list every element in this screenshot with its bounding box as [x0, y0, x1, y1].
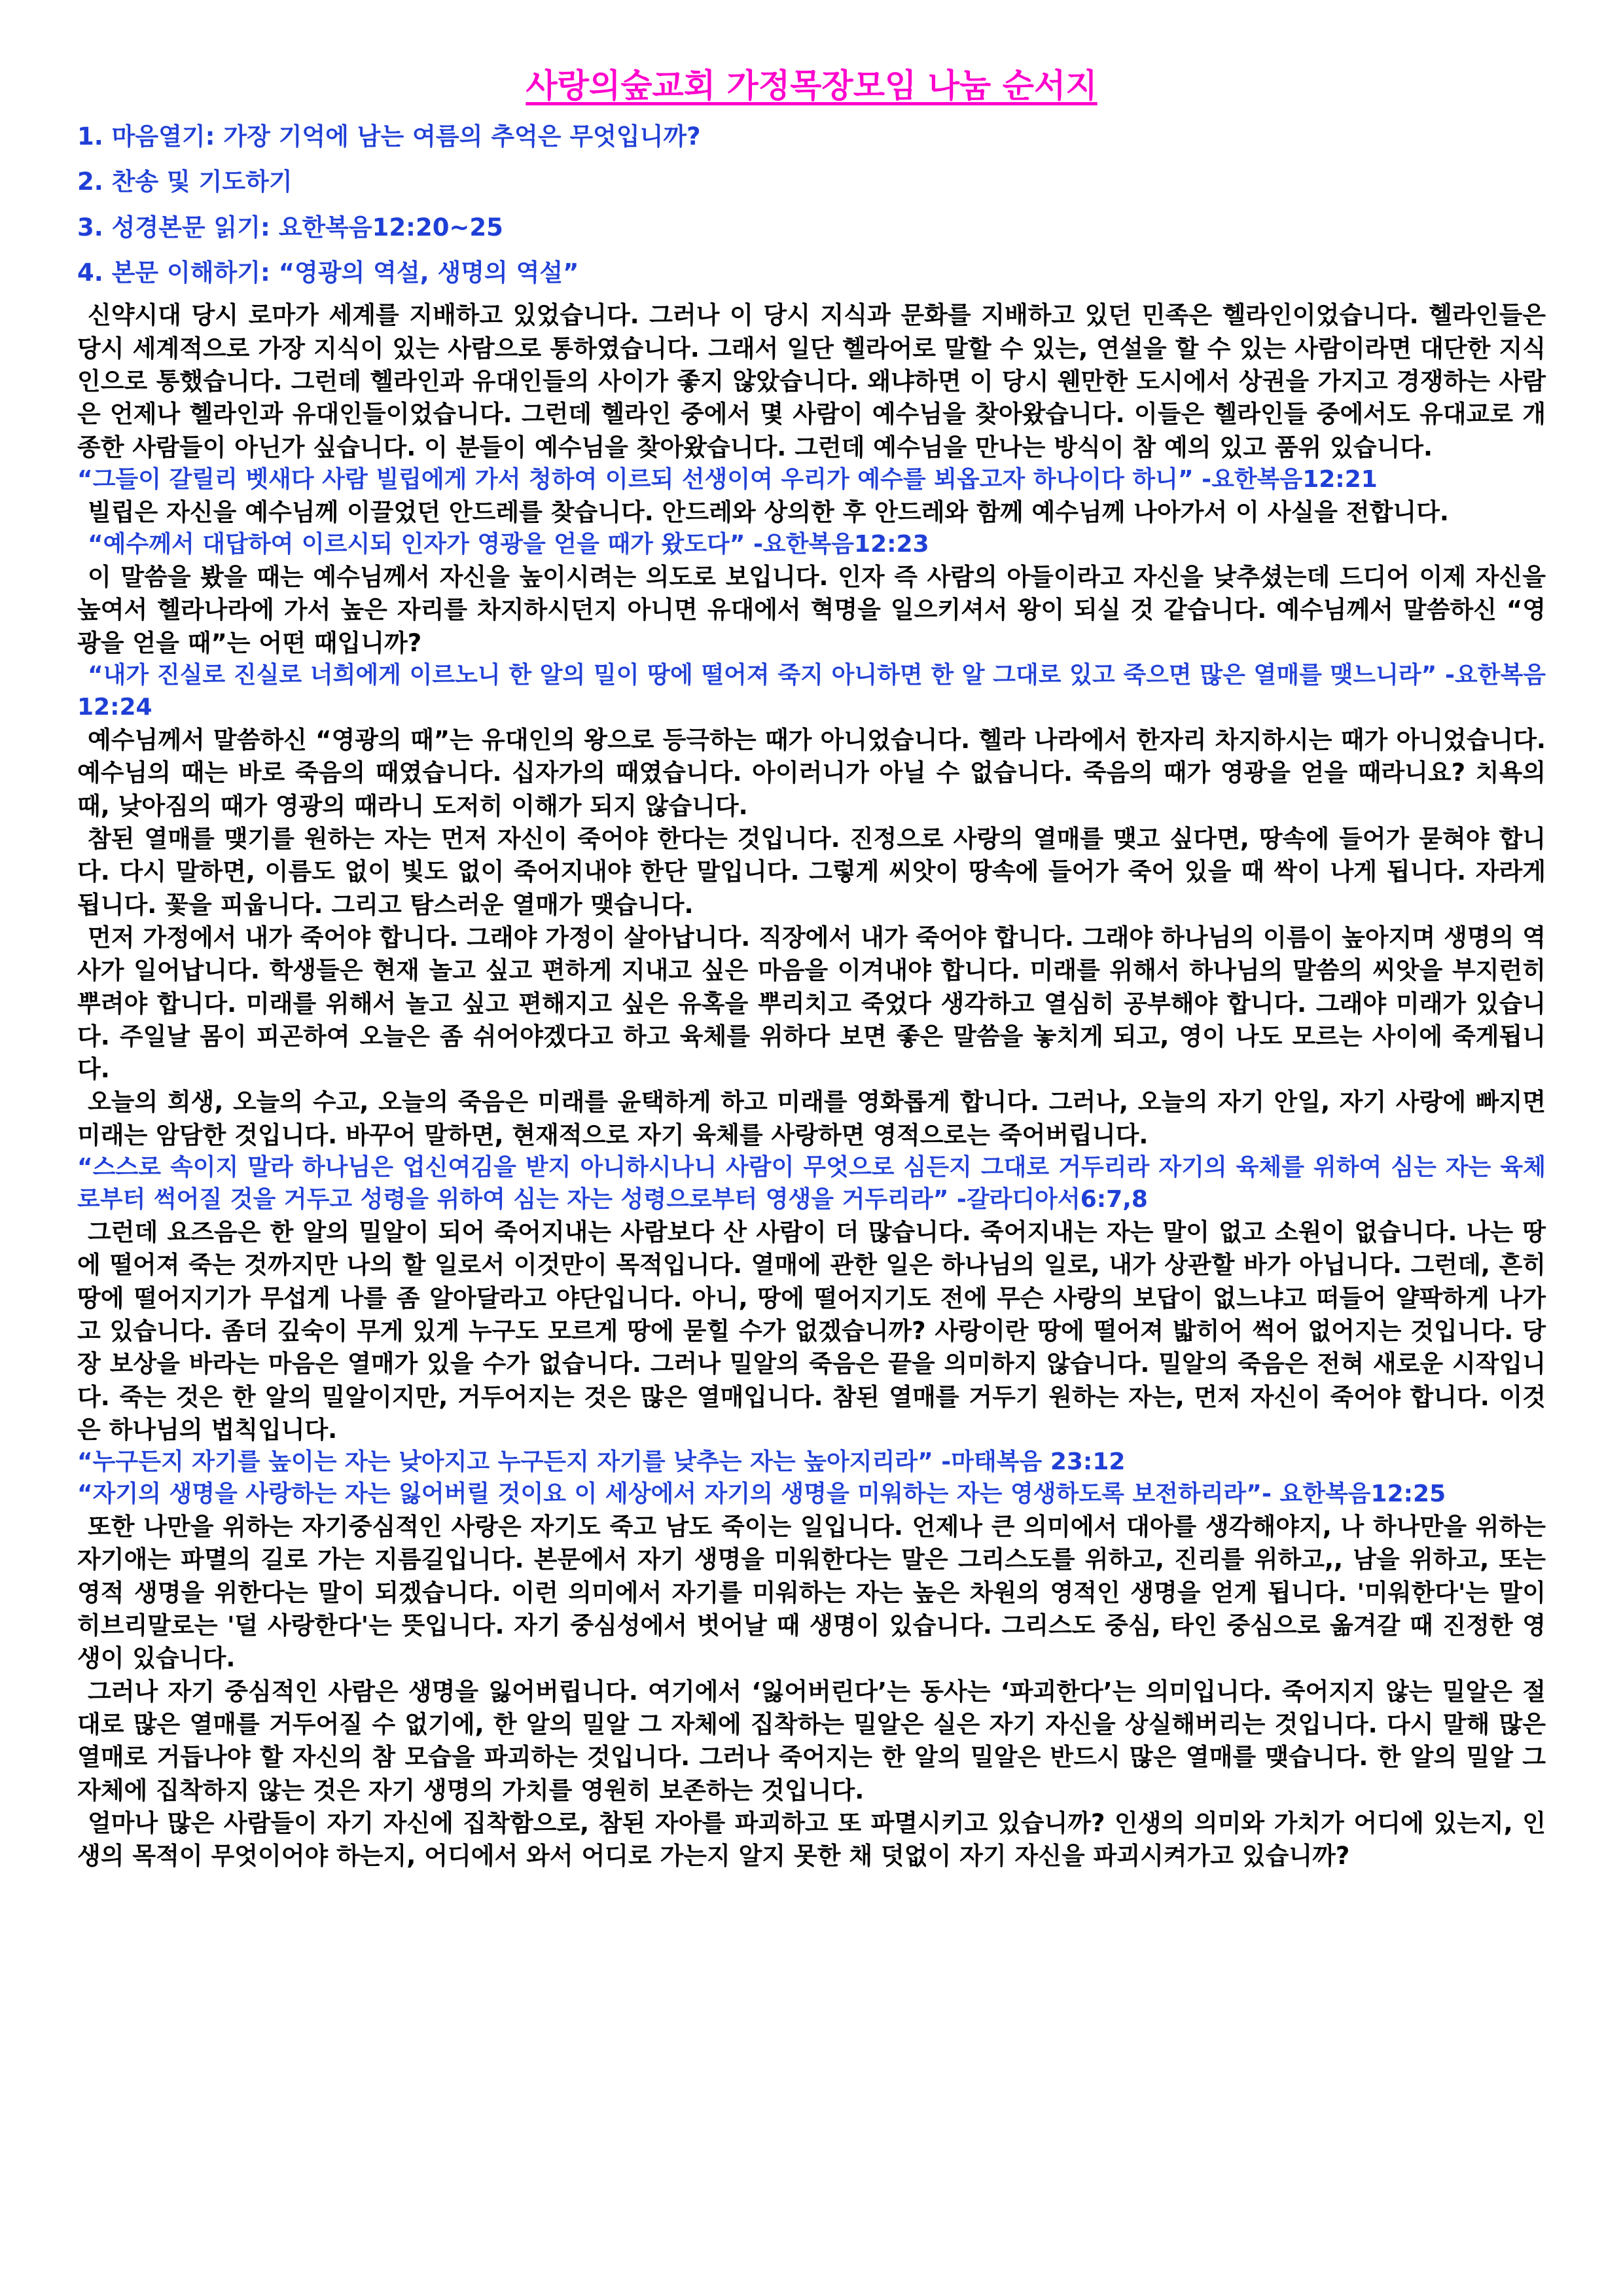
scripture-quote: “그들이 갈릴리 벳새다 사람 빌립에게 가서 청하여 이르되 선생이여 우리가 예수를 뵈옵고자 하나이다 하니” -요한복음12:21 [77, 465, 1378, 493]
item-worship-prayer: 2. 찬송 및 기도하기 [77, 168, 293, 196]
item-text-understanding: 4. 본문 이해하기: “영광의 역설, 생명의 역설” [77, 259, 579, 287]
paragraph: 먼저 가정에서 내가 죽어야 합니다. 그래야 가정이 살아납니다. 직장에서 내가 죽어야 합니다. 그래야 하나님의 이름이 높아지며 생명의 역사가 일어납니다. 학생들은 현재 놀고 싶고 편하게 지내고 싶은 마음을 이겨내야 합니다. 미래를 위해서 하나님의 말씀의 씨앗을 부지런히 뿌려야 합니다. 미래를 위해서 놀고 싶고 편해지고 싶은 유혹을 뿌리치고 죽었다 생각하고 열심히 공부해야 합니다. 그래야 미래가 있습니다. 주일날 몸이 피곤하여 오늘은 좀 쉬어야겠다고 하고 육체를 위하다 보면 좋은 말씀을 놓치게 되고, 영이 나도 모르는 사이에 죽게됩니다. [77, 923, 1546, 1084]
paragraph: 그런데 요즈음은 한 알의 밀알이 되어 죽어지내는 사람보다 산 사람이 더 많습니다. 죽어지내는 자는 말이 없고 소원이 없습니다. 나는 땅에 떨어져 죽는 것까지만 나의 할 일로서 이것만이 목적입니다. 열매에 관한 일은 하나님의 일로, 내가 상관할 바가 아닙니다. 그런데, 흔히 땅에 떨어지기가 무섭게 나를 좀 알아달라고 야단입니다. 아니, 땅에 떨어지기도 전에 무슨 사랑의 보답이 없느냐고 떠들어 얄팍하게 나가고 있습니다. 좀더 깊숙이 무게 있게 누구도 모르게 땅에 묻힐 수가 없겠습니까? 사랑이란 땅에 떨어져 밟히어 썩어 없어지는 것입니다. 당장 보상을 바라는 마음은 열매가 있을 수가 없습니다. 그러나 밀알의 죽음은 끝을 의미하지 않습니다. 밀알의 죽음은 전혀 새로운 시작입니다. 죽는 것은 한 알의 밀알이지만, 거두어지는 것은 많은 열매입니다. 참된 열매를 거두기 원하는 자는, 먼저 자신이 죽어야 합니다. 이것은 하나님의 법칙입니다. [77, 1217, 1546, 1444]
scripture-quote: “자기의 생명을 사랑하는 자는 잃어버릴 것이요 이 세상에서 자기의 생명을 미워하는 자는 영생하도록 보전하리라”- 요한복음12:25 [77, 1480, 1446, 1508]
scripture-quote: “내가 진실로 진실로 너희에게 이르노니 한 알의 밀이 땅에 떨어져 죽지 아니하면 한 알 그대로 있고 죽으면 많은 열매를 맺느니라” -요한복음12:24 [77, 662, 1546, 721]
paragraph: 또한 나만을 위하는 자기중심적인 사랑은 자기도 죽고 남도 죽이는 일입니다. 언제나 큰 의미에서 대아를 생각해야지, 나 하나만을 위하는 자기애는 파멸의 길로 가는 지름길입니다. 본문에서 자기 생명을 미워한다는 말은 그리스도를 위하고, 진리를 위하고,, 남을 위하고, 또는 영적 생명을 위한다는 말이 되겠습니다. 이런 의미에서 자기를 미워하는 자는 높은 차원의 영적인 생명을 얻게 됩니다. '미워한다'는 말이 히브리말로는 '덜 사랑한다'는 뜻입니다. 자기 중심성에서 벗어날 때 생명이 있습니다. 그리스도 중심, 타인 중심으로 옮겨갈 때 진정한 영생이 있습니다. [77, 1513, 1546, 1673]
item-ice-breaker: 1. 마음열기: 가장 기억에 남는 여름의 추억은 무엇입니까? [77, 122, 701, 151]
paragraph: 그러나 자기 중심적인 사람은 생명을 잃어버립니다. 여기에서 ‘잃어버린다’는 동사는 ‘파괴한다’는 의미입니다. 죽어지지 않는 밀알은 절대로 많은 열매를 거두어질 수 없기에, 한 알의 밀알 그 자체에 집착하는 밀알은 실은 자기 자신을 상실해버리는 것입니다. 다시 말해 많은 열매로 거듭나야 할 자신의 참 모습을 파괴하는 것입니다. 그러나 죽어지는 한 알의 밀알은 반드시 많은 열매를 맺습니다. 한 알의 밀알 그 자체에 집착하지 않는 것은 자기 생명의 가치를 영원히 보존하는 것입니다. [77, 1677, 1546, 1804]
paragraph: 빌립은 자신을 예수님께 이끌었던 안드레를 찾습니다. 안드레와 상의한 후 안드레와 함께 예수님께 나아가서 이 사실을 전합니다. [88, 497, 1449, 526]
scripture-quote: “예수께서 대답하여 이르시되 인자가 영광을 얻을 때가 왔도다” -요한복음12:23 [88, 531, 929, 558]
scripture-quote: “스스로 속이지 말라 하나님은 업신여김을 받지 아니하시나니 사람이 무엇으로 심든지 그대로 거두리라 자기의 육체를 위하여 심는 자는 육체로부터 썩어질 것을 거두고 성령을 위하여 심는 자는 성령으로부터 영생을 거두리라” -갈라디아서6:7,8 [77, 1154, 1546, 1213]
paragraph: 예수님께서 말씀하신 “영광의 때”는 유대인의 왕으로 등극하는 때가 아니었습니다. 헬라 나라에서 한자리 차지하시는 때가 아니었습니다. 예수님의 때는 바로 죽음의 때였습니다. 십자가의 때였습니다. 아이러니가 아닐 수 없습니다. 죽음의 때가 영광을 얻을 때라니요? 치욕의 때, 낮아짐의 때가 영광의 때라니 도저히 이해가 되지 않습니다. [77, 726, 1546, 820]
paragraph: 오늘의 희생, 오늘의 수고, 오늘의 죽음은 미래를 윤택하게 하고 미래를 영화롭게 합니다. 그러나, 오늘의 자기 안일, 자기 사랑에 빠지면 미래는 암담한 것입니다. 바꾸어 말하면, 현재적으로 자기 육체를 사랑하면 영적으로는 죽어버립니다. [77, 1088, 1546, 1149]
item-scripture-reading: 3. 성경본문 읽기: 요한복음12:20~25 [77, 213, 503, 242]
document-title: 사랑의숲교회 가정목장모임 나눔 순서지 [526, 67, 1097, 105]
paragraph: 이 말씀을 봤을 때는 예수님께서 자신을 높이시려는 의도로 보입니다. 인자 즉 사람의 아들이라고 자신을 낮추셨는데 드디어 이제 자신을 높여서 헬라나라에 가서 높은 자리를 차지하시던지 아니면 유대에서 혁명을 일으키셔서 왕이 되실 것 같습니다. 예수님께서 말씀하신 “영광을 얻을 때”는 어떤 때입니까? [77, 563, 1546, 657]
paragraph: 얼마나 많은 사람들이 자기 자신에 집착함으로, 참된 자아를 파괴하고 또 파멸시키고 있습니까? 인생의 의미와 가치가 어디에 있는지, 인생의 목적이 무엇이어야 하는지, 어디에서 와서 어디로 가는지 알지 못한 채 덧없이 자기 자신을 파괴시켜가고 있습니까? [77, 1808, 1546, 1871]
paragraph: 신약시대 당시 로마가 세계를 지배하고 있었습니다. 그러나 이 당시 지식과 문화를 지배하고 있던 민족은 헬라인이었습니다. 헬라인들은 당시 세계적으로 가장 지식이 있는 사람으로 통하였습니다. 그래서 일단 헬라어로 말할 수 있는, 연설을 할 수 있는 사람이라면 대단한 지식인으로 통했습니다. 그런데 헬라인과 유대인들의 사이가 좋지 않았습니다. 왜냐하면 이 당시 웬만한 도시에서 상권을 가지고 경쟁하는 사람은 언제나 헬라인과 유대인들이었습니다. 그런데 헬라인 중에서 몇 사람이 예수님을 찾아왔습니다. 이들은 헬라인들 중에서도 유대교로 개종한 사람들이 아닌가 싶습니다. 이 분들이 예수님을 찾아왔습니다. 그런데 예수님을 만나는 방식이 참 예의 있고 품위 있습니다. [77, 301, 1546, 461]
paragraph: 참된 열매를 맺기를 원하는 자는 먼저 자신이 죽어야 한다는 것입니다. 진정으로 사랑의 열매를 맺고 싶다면, 땅속에 들어가 묻혀야 합니다. 다시 말하면, 이름도 없이 빛도 없이 죽어지내야 한단 말입니다. 그렇게 씨앗이 땅속에 들어가 죽어 있을 때 싹이 나게 됩니다. 자라게 됩니다. 꽃을 피웁니다. 그리고 탐스러운 열매가 맺습니다. [77, 824, 1546, 919]
document-page [77, 63, 1546, 1873]
scripture-quote: “누구든지 자기를 높이는 자는 낮아지고 누구든지 자기를 낮추는 자는 높아지리라” -마태복음 23:12 [77, 1448, 1126, 1476]
